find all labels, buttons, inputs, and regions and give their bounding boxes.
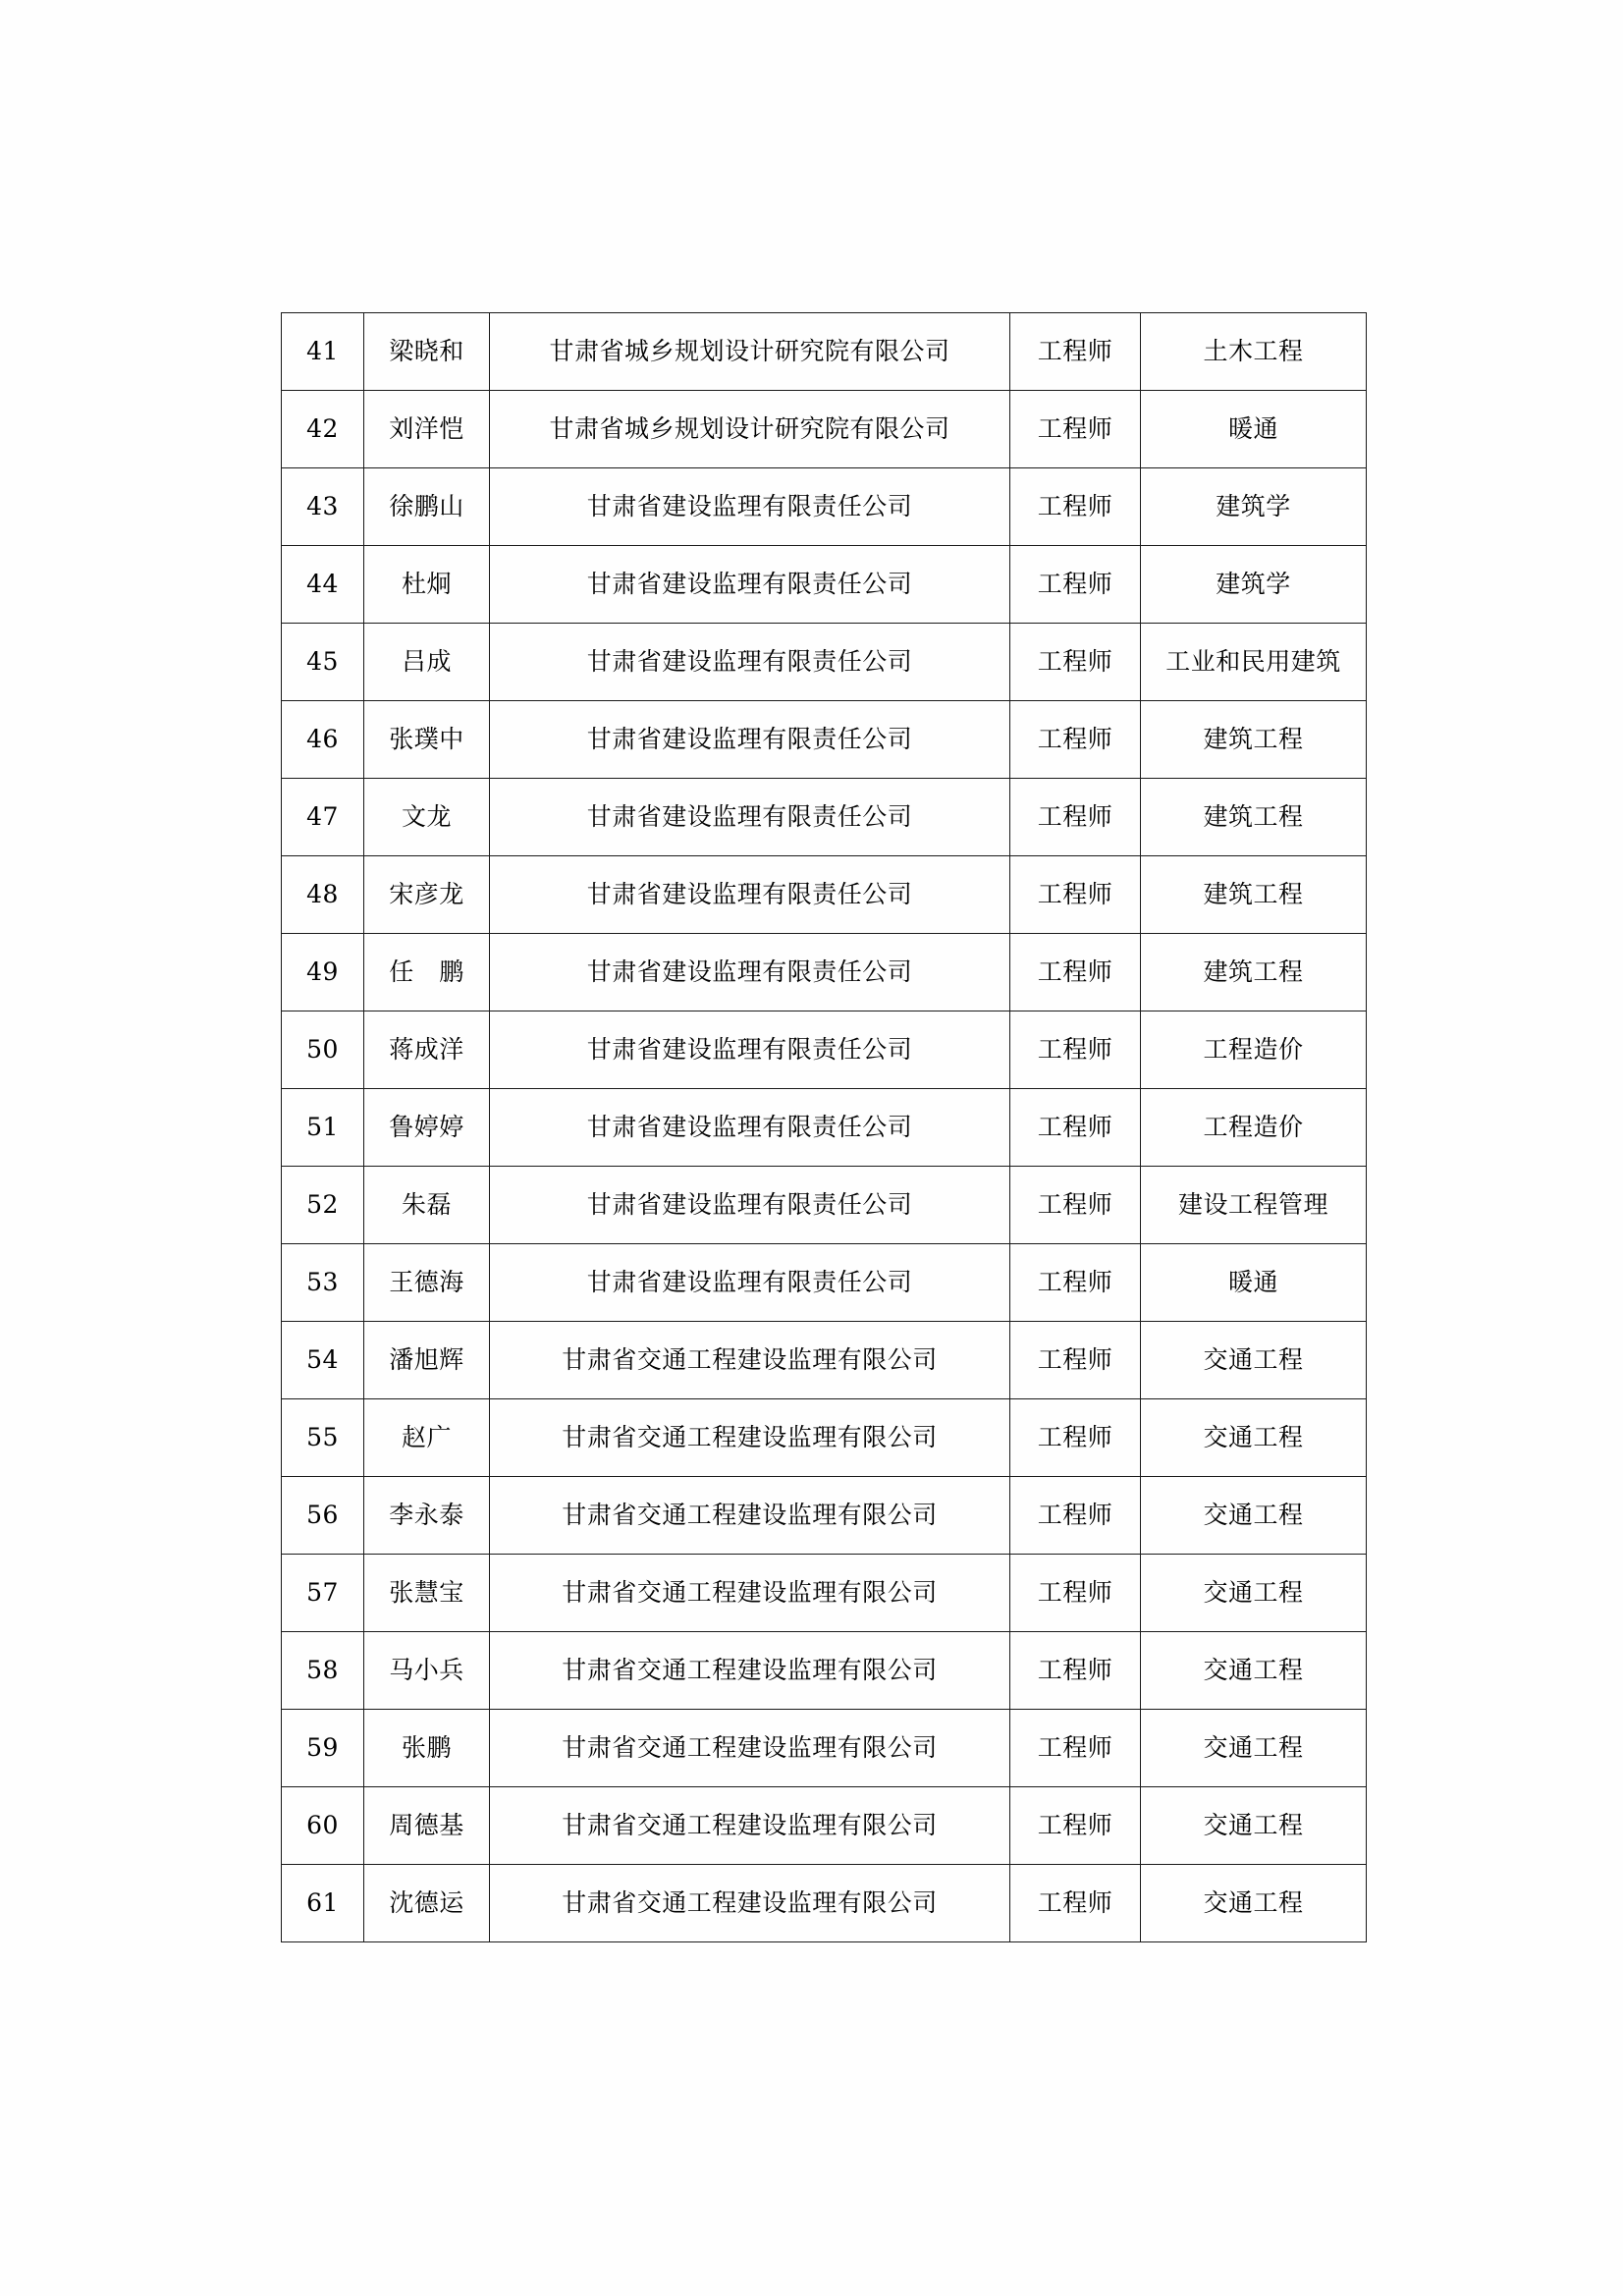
table-row — [282, 1710, 1367, 1787]
cell-name: 潘旭辉 — [364, 1322, 490, 1399]
cell-organization: 甘肃省建设监理有限责任公司 — [490, 624, 1010, 701]
cell-index: 41 — [282, 313, 364, 391]
cell-organization: 甘肃省建设监理有限责任公司 — [490, 1167, 1010, 1244]
cell-qualification: 工程师 — [1010, 313, 1141, 391]
cell-name: 徐鹏山 — [364, 468, 490, 546]
cell-organization: 甘肃省建设监理有限责任公司 — [490, 856, 1010, 934]
cell-organization: 甘肃省建设监理有限责任公司 — [490, 701, 1010, 779]
cell-qualification: 工程师 — [1010, 468, 1141, 546]
cell-index: 43 — [282, 468, 364, 546]
cell-qualification: 工程师 — [1010, 1244, 1141, 1322]
cell-major: 交通工程 — [1141, 1477, 1367, 1555]
table-row — [282, 934, 1367, 1011]
cell-organization: 甘肃省城乡规划设计研究院有限公司 — [490, 391, 1010, 468]
cell-major: 交通工程 — [1141, 1787, 1367, 1865]
cell-major: 交通工程 — [1141, 1399, 1367, 1477]
cell-major: 暖通 — [1141, 391, 1367, 468]
cell-organization: 甘肃省建设监理有限责任公司 — [490, 1244, 1010, 1322]
cell-organization: 甘肃省建设监理有限责任公司 — [490, 1089, 1010, 1167]
cell-organization: 甘肃省建设监理有限责任公司 — [490, 546, 1010, 624]
cell-organization: 甘肃省交通工程建设监理有限公司 — [490, 1477, 1010, 1555]
cell-qualification: 工程师 — [1010, 1555, 1141, 1632]
table-row — [282, 1399, 1367, 1477]
cell-name: 周德基 — [364, 1787, 490, 1865]
cell-major: 建筑学 — [1141, 468, 1367, 546]
cell-name: 蒋成洋 — [364, 1011, 490, 1089]
cell-organization: 甘肃省交通工程建设监理有限公司 — [490, 1632, 1010, 1710]
cell-qualification: 工程师 — [1010, 1399, 1141, 1477]
cell-qualification: 工程师 — [1010, 1710, 1141, 1787]
cell-name: 梁晓和 — [364, 313, 490, 391]
cell-qualification: 工程师 — [1010, 1477, 1141, 1555]
cell-name: 沈德运 — [364, 1865, 490, 1942]
cell-qualification: 工程师 — [1010, 1011, 1141, 1089]
cell-index: 59 — [282, 1710, 364, 1787]
cell-name: 文龙 — [364, 779, 490, 856]
cell-organization: 甘肃省交通工程建设监理有限公司 — [490, 1555, 1010, 1632]
cell-qualification: 工程师 — [1010, 701, 1141, 779]
cell-major: 交通工程 — [1141, 1632, 1367, 1710]
cell-name: 任 鹏 — [364, 934, 490, 1011]
cell-index: 60 — [282, 1787, 364, 1865]
roster-table — [281, 312, 1367, 1942]
table-row — [282, 1011, 1367, 1089]
table-row — [282, 1477, 1367, 1555]
cell-qualification: 工程师 — [1010, 1167, 1141, 1244]
cell-name: 李永泰 — [364, 1477, 490, 1555]
cell-name: 张璞中 — [364, 701, 490, 779]
table-row — [282, 546, 1367, 624]
cell-organization: 甘肃省建设监理有限责任公司 — [490, 779, 1010, 856]
cell-major: 暖通 — [1141, 1244, 1367, 1322]
cell-qualification: 工程师 — [1010, 856, 1141, 934]
table-row — [282, 313, 1367, 391]
table-row — [282, 1167, 1367, 1244]
cell-major: 建筑工程 — [1141, 934, 1367, 1011]
cell-major: 交通工程 — [1141, 1555, 1367, 1632]
cell-index: 52 — [282, 1167, 364, 1244]
cell-index: 42 — [282, 391, 364, 468]
cell-index: 44 — [282, 546, 364, 624]
table-row — [282, 1787, 1367, 1865]
cell-name: 马小兵 — [364, 1632, 490, 1710]
cell-organization: 甘肃省交通工程建设监理有限公司 — [490, 1787, 1010, 1865]
cell-name: 赵广 — [364, 1399, 490, 1477]
cell-index: 46 — [282, 701, 364, 779]
cell-index: 51 — [282, 1089, 364, 1167]
cell-major: 土木工程 — [1141, 313, 1367, 391]
cell-qualification: 工程师 — [1010, 1322, 1141, 1399]
cell-index: 54 — [282, 1322, 364, 1399]
cell-organization: 甘肃省交通工程建设监理有限公司 — [490, 1322, 1010, 1399]
cell-index: 61 — [282, 1865, 364, 1942]
cell-name: 朱磊 — [364, 1167, 490, 1244]
cell-major: 交通工程 — [1141, 1322, 1367, 1399]
cell-qualification: 工程师 — [1010, 779, 1141, 856]
cell-index: 58 — [282, 1632, 364, 1710]
cell-qualification: 工程师 — [1010, 1787, 1141, 1865]
table-row — [282, 1089, 1367, 1167]
cell-major: 交通工程 — [1141, 1865, 1367, 1942]
cell-organization: 甘肃省建设监理有限责任公司 — [490, 468, 1010, 546]
cell-index: 56 — [282, 1477, 364, 1555]
cell-index: 48 — [282, 856, 364, 934]
cell-index: 45 — [282, 624, 364, 701]
table-row — [282, 1244, 1367, 1322]
cell-major: 交通工程 — [1141, 1710, 1367, 1787]
cell-qualification: 工程师 — [1010, 934, 1141, 1011]
cell-name: 鲁婷婷 — [364, 1089, 490, 1167]
table-row — [282, 1632, 1367, 1710]
table-row — [282, 391, 1367, 468]
cell-name: 张慧宝 — [364, 1555, 490, 1632]
table-row — [282, 701, 1367, 779]
cell-organization: 甘肃省建设监理有限责任公司 — [490, 1011, 1010, 1089]
cell-major: 建筑学 — [1141, 546, 1367, 624]
cell-name: 刘洋恺 — [364, 391, 490, 468]
cell-qualification: 工程师 — [1010, 624, 1141, 701]
table-row — [282, 856, 1367, 934]
table-row — [282, 1865, 1367, 1942]
cell-organization: 甘肃省交通工程建设监理有限公司 — [490, 1865, 1010, 1942]
cell-name: 宋彦龙 — [364, 856, 490, 934]
roster-table-body — [282, 313, 1367, 1942]
cell-qualification: 工程师 — [1010, 1632, 1141, 1710]
cell-major: 建筑工程 — [1141, 779, 1367, 856]
cell-major: 建设工程管理 — [1141, 1167, 1367, 1244]
cell-index: 49 — [282, 934, 364, 1011]
cell-organization: 甘肃省交通工程建设监理有限公司 — [490, 1710, 1010, 1787]
cell-name: 张鹏 — [364, 1710, 490, 1787]
table-row — [282, 1322, 1367, 1399]
cell-qualification: 工程师 — [1010, 1865, 1141, 1942]
table-row — [282, 1555, 1367, 1632]
cell-organization: 甘肃省交通工程建设监理有限公司 — [490, 1399, 1010, 1477]
cell-name: 吕成 — [364, 624, 490, 701]
cell-qualification: 工程师 — [1010, 546, 1141, 624]
table-row — [282, 624, 1367, 701]
cell-organization: 甘肃省城乡规划设计研究院有限公司 — [490, 313, 1010, 391]
cell-name: 王德海 — [364, 1244, 490, 1322]
cell-major: 工业和民用建筑 — [1141, 624, 1367, 701]
cell-index: 53 — [282, 1244, 364, 1322]
cell-major: 建筑工程 — [1141, 856, 1367, 934]
cell-qualification: 工程师 — [1010, 1089, 1141, 1167]
cell-index: 50 — [282, 1011, 364, 1089]
cell-major: 工程造价 — [1141, 1089, 1367, 1167]
cell-major: 工程造价 — [1141, 1011, 1367, 1089]
cell-index: 47 — [282, 779, 364, 856]
cell-qualification: 工程师 — [1010, 391, 1141, 468]
table-row — [282, 468, 1367, 546]
cell-index: 57 — [282, 1555, 364, 1632]
roster-table-wrapper — [281, 312, 1366, 1942]
cell-major: 建筑工程 — [1141, 701, 1367, 779]
table-row — [282, 779, 1367, 856]
cell-name: 杜炯 — [364, 546, 490, 624]
cell-organization: 甘肃省建设监理有限责任公司 — [490, 934, 1010, 1011]
cell-index: 55 — [282, 1399, 364, 1477]
